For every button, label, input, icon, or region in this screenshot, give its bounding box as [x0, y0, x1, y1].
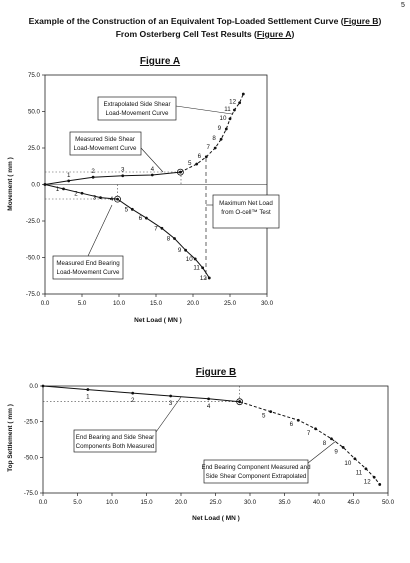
figure-b-annotation-measured-line1: End Bearing and Side Shear: [75, 434, 155, 441]
figA-xtick-label-4: 20.0: [186, 300, 200, 307]
figB-series-1-label-8: 12: [363, 478, 371, 486]
figB-series-1-point-8: [373, 476, 376, 479]
figA-series-0-label-4: 4: [150, 166, 155, 174]
figA-series-1-point-6: [229, 117, 232, 120]
figB-series-1-label-5: 9: [334, 448, 338, 456]
figure-a-annotation-end-bearing-line2: Load-Movement Curve: [56, 269, 120, 276]
figure-a-annotation-max-load-line1: Maximum Net Load: [219, 200, 273, 207]
figA-series-0-label-3: 3: [120, 166, 125, 174]
figure-a-annotation-max-load: [206, 195, 279, 228]
figA-xtick-label-1: 5.0: [77, 300, 87, 307]
figA-series-2-label-4: 4: [109, 196, 114, 204]
figure-a-annotation-side-shear-line2: Load-Movement Curve: [73, 145, 137, 152]
figB-series-0-label-3: 3: [168, 399, 173, 407]
figure-a-chart: [0, 50, 410, 340]
figA-series-1-label-5: 9: [217, 125, 222, 133]
figB-series-1-point-0: [238, 400, 241, 403]
figB-series-1-point-2: [297, 419, 300, 422]
figB-series-0-label-2: 2: [130, 397, 135, 405]
figA-series-0-point-2: [92, 176, 95, 179]
figB-xtick-label-2: 10.0: [105, 499, 119, 506]
figA-series-1-label-1: 5: [187, 160, 192, 168]
figB-ytick-label-2: -50.0: [23, 454, 38, 462]
figA-ytick-label-6: -75.0: [25, 291, 40, 298]
figA-series-2-point-7: [161, 227, 164, 230]
figA-xtick-label-3: 15.0: [149, 300, 163, 307]
figure-b-title: Figure B: [195, 367, 237, 378]
figure-b-chart: [0, 362, 410, 532]
figure-b-annotation-measured: [74, 397, 181, 452]
figure-a-xlabel: Net Load ( MN ): [134, 317, 182, 324]
figB-series-0-point-0: [42, 385, 45, 388]
figure-a-annotation-extrapolated-line1: Extrapolated Side Shear: [103, 101, 171, 108]
figB-series-1-point-6: [353, 457, 356, 460]
figB-xtick-label-4: 20.0: [174, 499, 188, 506]
figA-series-2-label-7: 7: [154, 225, 158, 233]
figB-series-0-point-1: [86, 388, 89, 391]
figA-series-1-point-4: [220, 138, 223, 141]
figA-series-0-label-1: 1: [66, 171, 71, 179]
figA-series-2-label-9: 9: [177, 247, 182, 255]
figA-ytick-label-2: 25.0: [27, 145, 40, 152]
figB-series-1-point-1: [269, 410, 272, 413]
figA-series-1-point-2: [205, 155, 208, 158]
page-title: [20, 15, 390, 41]
figB-xtick-label-9: 45.0: [347, 499, 360, 506]
figB-ytick-label-0: 0.0: [29, 383, 38, 390]
figA-series-2-label-10: 10: [185, 255, 193, 263]
title-link-figure-a: Figure A: [256, 29, 292, 39]
figA-ytick-label-5: -50.0: [25, 254, 40, 262]
figB-xtick-label-10: 50.0: [381, 499, 395, 506]
figA-series-1-label-3: 7: [206, 144, 210, 151]
figA-series-2-point-12: [208, 277, 211, 280]
figure-b-x-ticks: [39, 493, 395, 506]
figA-series-1-point-3: [214, 147, 217, 150]
figA-series-1-point-0: [179, 171, 182, 174]
figA-series-1-label-2: 6: [197, 152, 202, 160]
figB-series-0-point-3: [169, 395, 172, 398]
figA-series-2-point-10: [194, 258, 197, 261]
figure-a-y-ticks: [26, 72, 45, 298]
figA-series-2-label-11: 11: [193, 264, 200, 272]
figA-series-2-point-3: [99, 196, 102, 199]
figA-series-1-point-8: [238, 101, 241, 104]
figure-b-annotation-extrapolated-line2: Side Shear Component Extrapolated: [205, 473, 307, 480]
figure-a-x-ticks: [41, 294, 274, 307]
figA-series-1-point-1: [195, 163, 198, 166]
figure-a-annotation-extrapolated-line2: Load-Movement Curve: [105, 110, 169, 117]
figA-series-1-point-9: [242, 93, 245, 96]
figA-series-2-point-1: [62, 187, 65, 190]
figB-ytick-label-1: -25.0: [23, 418, 38, 426]
title-line1-prefix: Example of the Construction of an Equivalent Top-Loaded Settlement Curve (: [28, 16, 344, 26]
figA-series-2-point-4: [116, 198, 119, 201]
figB-xtick-label-0: 0.0: [38, 499, 48, 506]
figA-series-2-point-5: [131, 208, 134, 211]
title-link-figure-b: Figure B: [343, 16, 379, 26]
figB-series-1-label-1: 5: [261, 412, 266, 420]
figA-series-2-point-11: [201, 266, 204, 269]
figA-series-0-point-3: [121, 174, 124, 177]
figure-b-plot: [24, 383, 395, 506]
figB-series-1-label-4: 8: [322, 439, 327, 447]
figA-ytick-label-3: 0.0: [31, 181, 40, 189]
figA-series-1-label-7: 11: [224, 106, 231, 114]
figA-series-1-point-5: [225, 128, 228, 131]
figure-a-annotation-side-shear-line1: Measured Side Shear: [75, 136, 135, 143]
figB-series-1-point-9: [378, 483, 381, 486]
figure-a-plot: [26, 72, 279, 307]
figA-series-2-label-2: 2: [74, 190, 78, 198]
figure-b-annotation-extrapolated-line1: End Bearing Component Measured and: [201, 464, 311, 471]
figA-xtick-label-5: 25.0: [223, 300, 237, 307]
figure-a-ylabel: Movement ( mm ): [7, 157, 14, 211]
figB-series-1-label-2: 6: [289, 421, 294, 429]
figA-ytick-label-0: 75.0: [27, 72, 40, 79]
figB-series-1-point-7: [365, 467, 368, 470]
figA-xtick-label-2: 10.0: [112, 300, 126, 307]
figure-a-annotation-extrapolated: [98, 97, 232, 120]
figA-series-2-label-8: 8: [166, 235, 171, 243]
figure-a-series: [44, 93, 245, 282]
title-line2-suffix: ): [291, 29, 295, 39]
figB-xtick-label-6: 30.0: [243, 499, 257, 506]
figB-xtick-label-7: 35.0: [278, 499, 291, 506]
figure-a-annotation-end-bearing: [53, 205, 123, 279]
figure-a-title: Figure A: [139, 56, 181, 67]
figA-series-1-label-8: 12: [229, 98, 237, 106]
figB-series-1-point-3: [314, 427, 317, 430]
figB-xtick-label-3: 15.0: [140, 499, 153, 506]
figB-series-line-0: [43, 386, 240, 405]
title-line2-prefix: From Osterberg Cell Test Results (: [115, 29, 257, 39]
figure-b-xlabel: Net Load ( MN ): [192, 515, 240, 522]
figure-b-annotation-measured-line2: Components Both Measured: [75, 443, 155, 450]
figA-series-2-label-5: 5: [124, 206, 129, 214]
figure-b-ylabel: Top Settlement ( mm ): [7, 404, 14, 472]
figB-xtick-label-5: 25.0: [209, 499, 222, 506]
figA-series-1-label-4: 8: [212, 135, 216, 143]
figA-series-2-point-0: [44, 183, 47, 186]
figA-series-2-label-3: 3: [92, 194, 97, 202]
figB-series-0-label-1: 1: [86, 393, 90, 401]
figure-b-annotation-extrapolated: [201, 441, 336, 483]
figure-b-y-ticks: [24, 383, 43, 497]
page-number: 5: [401, 2, 405, 9]
figA-series-0-label-2: 2: [91, 168, 95, 176]
figA-ytick-label-1: 50.0: [27, 108, 40, 116]
figure-a-annotation-side-shear: [70, 132, 163, 172]
figure-a-annotation-end-bearing-pointer: [88, 205, 112, 256]
figure-a-annotation-end-bearing-line1: Measured End Bearing: [56, 260, 120, 267]
figA-series-2-label-6: 6: [138, 215, 143, 223]
figB-xtick-label-1: 5.0: [73, 499, 82, 506]
figB-series-1-point-4: [330, 437, 333, 440]
figB-ytick-label-3: -75.0: [23, 490, 38, 497]
figB-series-0-label-4: 4: [206, 402, 211, 410]
figA-series-2-point-2: [81, 192, 84, 195]
figA-series-1-label-6: 10: [219, 114, 227, 122]
figB-series-0-point-2: [131, 392, 134, 395]
figA-series-0-point-4: [151, 174, 154, 177]
figA-series-2-point-6: [145, 217, 148, 220]
figB-series-1-label-6: 10: [344, 459, 352, 467]
figA-series-0-point-1: [67, 179, 70, 182]
figB-series-1-label-3: 7: [306, 429, 311, 437]
figA-series-2-point-9: [184, 249, 187, 252]
figB-series-1-label-7: 11: [355, 469, 363, 477]
figA-series-1-point-7: [233, 109, 236, 112]
figB-xtick-label-8: 40.0: [312, 499, 326, 506]
figure-a-annotation-max-load-line2: from O-cell™ Test: [221, 209, 271, 216]
figA-ytick-label-4: -25.0: [25, 218, 40, 225]
figB-series-0-point-4: [207, 397, 210, 400]
figA-xtick-label-6: 30.0: [260, 300, 274, 307]
figA-series-2-label-1: 1: [55, 185, 60, 193]
figA-xtick-label-0: 0.0: [40, 300, 50, 307]
title-line1-suffix: ): [378, 16, 382, 26]
figB-series-1-point-5: [342, 446, 345, 449]
figA-series-2-label-12: 12: [199, 274, 207, 282]
figA-series-2-point-8: [173, 237, 176, 240]
figA-series-line-0: [45, 172, 180, 184]
